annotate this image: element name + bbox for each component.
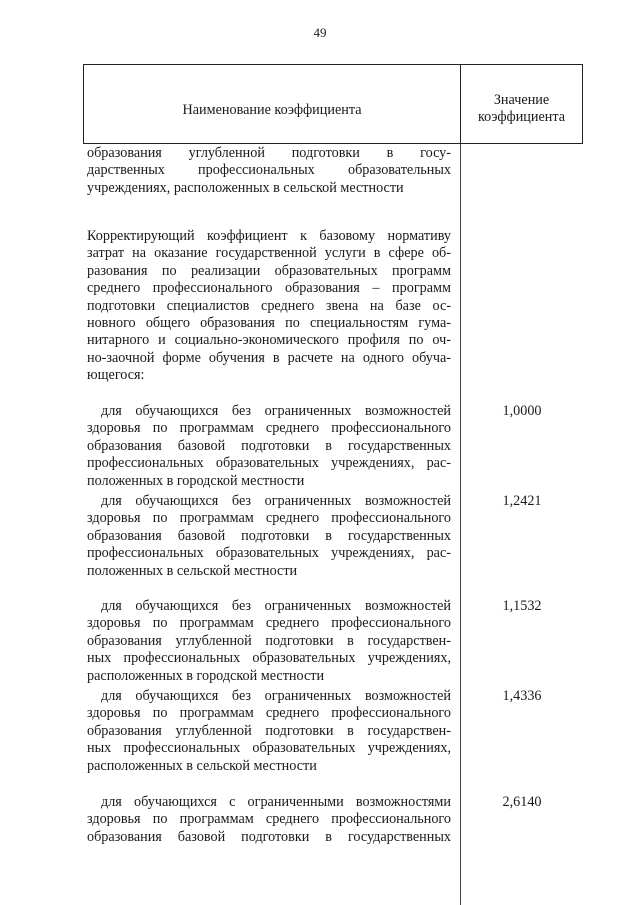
text-line: ных профессиональных образовательных учреждениях, — [87, 740, 451, 757]
text-line: учреждениях, расположенных в сельской местности — [87, 179, 404, 196]
text-line: ющегося: — [87, 367, 145, 384]
text-line: разования по реализации образовательных программ — [87, 262, 451, 279]
text-line: расположенных в сельской местности — [87, 757, 317, 774]
text-line: дарственных профессиональных образовательных — [87, 162, 451, 179]
page-number: 49 — [313, 25, 327, 40]
text-line: здоровья по программам среднего профессионального — [87, 705, 451, 722]
text-line: здоровья по программам среднего профессионального — [87, 420, 451, 437]
coefficient-row — [87, 794, 451, 846]
coefficient-value: 2,6140 — [502, 794, 542, 810]
header-value-line2: коэффициента — [477, 109, 566, 125]
text-line: положенных в городской местности — [87, 472, 305, 489]
text-line: положенных в сельской местности — [87, 562, 298, 579]
text-line: профессиональных образовательных учреждениях, рас- — [87, 545, 451, 562]
text-line: нитарного и социально-экономического профиля по оч- — [87, 332, 451, 349]
text-line: образования углубленной подготовки в госу- — [87, 145, 451, 161]
text-line: новного общего образования по специальностям гума- — [87, 315, 451, 332]
table-header — [83, 64, 583, 144]
text-line: здоровья по программам среднего профессионального — [87, 510, 451, 527]
text-line: затрат на оказание государственной услуги в сфере об- — [87, 245, 451, 262]
coefficient-value: 1,0000 — [502, 403, 542, 419]
text-line: для обучающихся без ограниченных возможностей — [101, 598, 451, 614]
coefficient-section-heading — [87, 228, 451, 385]
coefficient-value: 1,2421 — [502, 493, 542, 509]
text-line: для обучающихся без ограниченных возможностей — [101, 493, 451, 509]
text-line: для обучающихся с ограниченными возможностями — [101, 794, 451, 810]
text-line: расположенных в городской местности — [87, 667, 325, 684]
coefficient-row — [87, 403, 451, 490]
header-coefficient-value — [461, 65, 582, 143]
text-line: образования углубленной подготовки в государствен- — [87, 722, 451, 739]
header-coefficient-name: Наименование коэффициента — [84, 65, 461, 143]
coefficient-value: 1,4336 — [502, 688, 542, 704]
coefficient-row-continuation — [87, 145, 451, 197]
text-line: образования базовой подготовки в государственных — [87, 527, 451, 544]
text-line: здоровья по программам среднего профессионального — [87, 615, 451, 632]
text-line: среднего профессионального образования – программ — [87, 280, 451, 297]
text-line: но-заочной форме обучения в расчете на одного обуча- — [87, 349, 451, 366]
coefficient-row — [87, 493, 451, 580]
text-line: для обучающихся без ограниченных возможностей — [101, 688, 451, 704]
text-line: для обучающихся без ограниченных возможностей — [101, 403, 451, 419]
text-line: подготовки специалистов среднего звена на базе ос- — [87, 297, 451, 314]
text-line: профессиональных образовательных учреждениях, рас- — [87, 455, 451, 472]
coefficient-row — [87, 688, 451, 775]
header-value-line1: Значение — [493, 91, 550, 108]
text-line: образования базовой подготовки в государственных — [87, 828, 451, 845]
text-line: ных профессиональных образовательных учреждениях, — [87, 650, 451, 667]
text-line: Корректирующий коэффициент к базовому нормативу — [87, 228, 451, 244]
text-line: здоровья по программам среднего профессионального — [87, 811, 451, 828]
text-line: образования базовой подготовки в государственных — [87, 437, 451, 454]
text-line: образования углубленной подготовки в государствен- — [87, 632, 451, 649]
coefficient-row — [87, 598, 451, 685]
coefficient-value: 1,1532 — [502, 598, 542, 614]
column-divider — [460, 144, 461, 905]
